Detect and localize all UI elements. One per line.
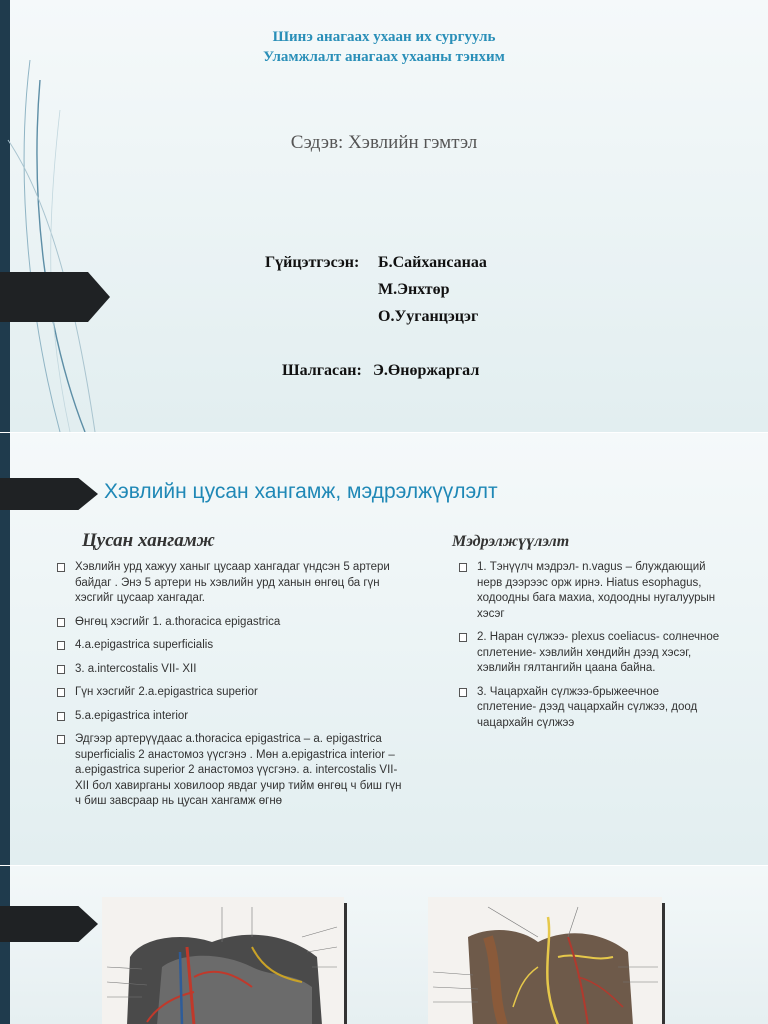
anatomy-image-right	[428, 897, 662, 1024]
decorative-arrow	[0, 272, 110, 322]
list-item: Гүн хэсгийг 2.a.epigastrica superior	[56, 685, 406, 701]
list-item: Хэвлийн урд хажуу ханыг цусаар хангадаг үндсэн 5 артери байдаг . Энэ 5 артери нь хэвлийн урд ханын өнгөц ба гүн хэсгийг цусаар хангадаг.	[56, 560, 406, 607]
content-slide	[0, 433, 768, 865]
abdominal-vessels-illustration	[102, 897, 344, 1024]
decorative-arrow	[0, 906, 98, 942]
title-slide	[0, 0, 768, 432]
list-item: 1. Тэнүүлч мэдрэл- n.vagus – блуждающий нерв дээрээс орж ирнэ. Hiatus esophagus, ходоодны бага махиа, ходоодны нугалуурын хэсэг	[458, 560, 720, 622]
topic-title: Сэдэв: Хэвлийн гэмтэл	[290, 132, 478, 153]
image-edge	[662, 903, 665, 1024]
list-item: 4.a.epigastrica superficialis	[56, 638, 406, 654]
image-slide	[0, 866, 768, 1024]
list-item: Эдгээр артерүүдаас a.thoracica epigastrica – a. epigastrica superficialis 2 анастомоз үүсгэнэ . Мөн a.epigastrica interior – a.epigastrica superior 2 анастомоз үүсгэнэ. a. intercostalis VII-XII бол хавирганы ховилоор явдаг учир тийм өнгөц ч биш гүн ч биш завсраар нь цусан хангамж өгнө	[56, 732, 406, 810]
image-edge	[344, 903, 347, 1024]
checked-label: Шалгасан:	[282, 362, 362, 379]
blood-supply-list	[56, 560, 406, 818]
author-name: О.Ууганцэцэг	[378, 308, 479, 325]
author-name: Б.Сайхансанаа	[378, 254, 487, 271]
prepared-label: Гүйцэтгэсэн:	[265, 254, 360, 271]
checker-name: Э.Өнөржаргал	[373, 362, 480, 379]
left-accent-bar	[0, 866, 10, 1024]
author-name: М.Энхтөр	[378, 281, 450, 298]
abdominal-nerves-illustration	[428, 897, 662, 1024]
university-name: Шинэ анагаах ухаан их сургууль	[272, 29, 496, 45]
innervation-list	[458, 560, 720, 739]
department-name: Уламжлалт анагаах ухааны тэнхим	[263, 49, 505, 65]
slide-title: Хэвлийн цусан хангамж, мэдрэлжүүлэлт	[104, 480, 498, 503]
list-item: 5.a.epigastrica interior	[56, 709, 406, 725]
decorative-arrow	[0, 478, 98, 510]
blood-supply-heading: Цусан хангамж	[82, 530, 215, 551]
university-heading	[0, 27, 768, 67]
list-item: 3. a.intercostalis VII- XII	[56, 662, 406, 678]
list-item: Өнгөц хэсгийг 1. a.thoracica epigastrica	[56, 615, 406, 631]
anatomy-image-left	[102, 897, 344, 1024]
list-item: 2. Наран сүлжээ- plexus coeliacus- солнечное сплетение- хэвлийн хөндийн дээд хэсэг, хэвлийн гялтангийн цаана байна.	[458, 630, 720, 677]
list-item: 3. Чацархайн сүлжээ-брыжеечное сплетение- дээд чацархайн сүлжээ, доод чацархайн сүлжээ	[458, 685, 720, 732]
innervation-heading: Мэдрэлжүүлэлт	[452, 533, 570, 550]
